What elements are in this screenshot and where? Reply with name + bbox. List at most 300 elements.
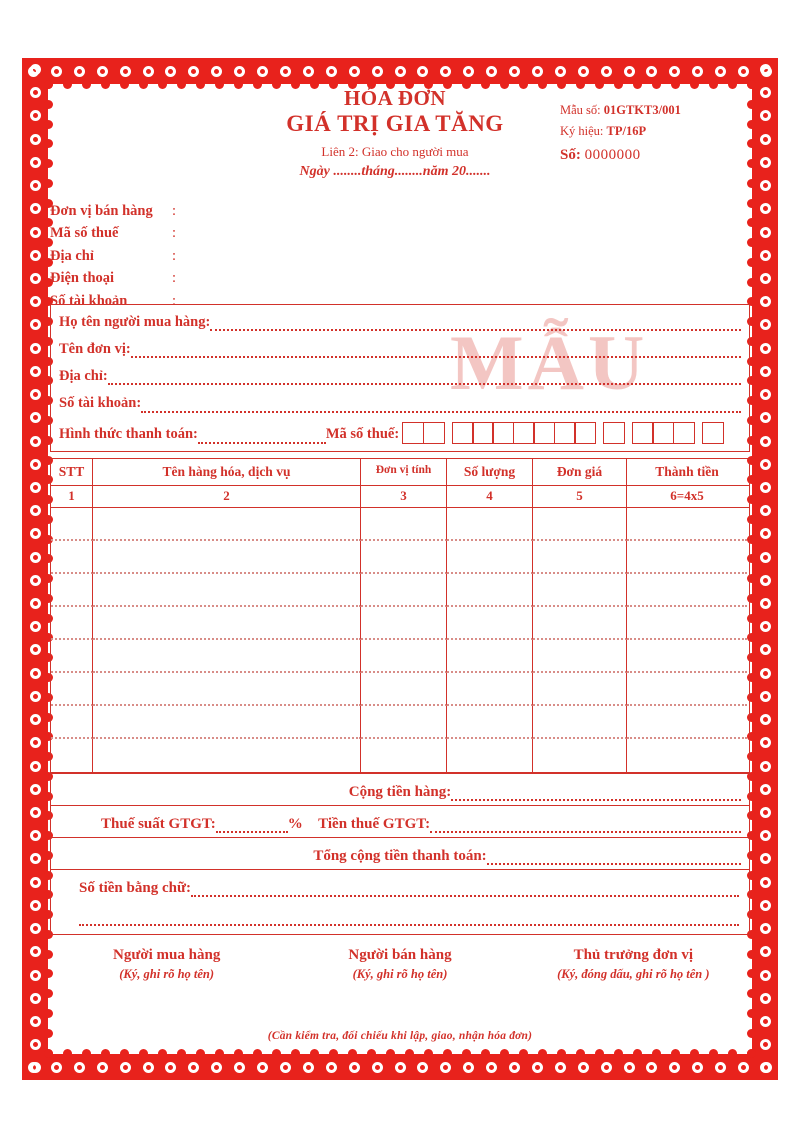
border-ring [646, 66, 657, 77]
vat-rate-suffix: % [287, 815, 303, 832]
table-cell-stt[interactable] [51, 541, 93, 574]
buyer-info-block [50, 305, 750, 452]
taxcode-cell[interactable] [673, 422, 695, 444]
table-cell-unit[interactable] [361, 541, 447, 574]
border-ring [760, 505, 771, 516]
table-cell-stt[interactable] [51, 706, 93, 739]
table-cell-description[interactable] [93, 640, 361, 673]
border-ring [760, 668, 771, 679]
border-ring [760, 761, 771, 772]
border-ring [257, 66, 268, 77]
border-ring-row-bottom [28, 1061, 772, 1073]
border-ring [30, 644, 41, 655]
signature-note: (Ký, ghi rõ họ tên) [119, 966, 215, 981]
border-ring [30, 552, 41, 563]
border-ring [303, 1062, 314, 1073]
border-ring [30, 296, 41, 307]
border-ring [30, 110, 41, 121]
border-ring [143, 1062, 154, 1073]
border-ring [30, 343, 41, 354]
border-ring [669, 66, 680, 77]
signature-block [50, 945, 283, 982]
buyer-taxcode-label: Mã số thuế: [325, 426, 400, 443]
border-ring [211, 1062, 222, 1073]
border-ring [760, 482, 771, 493]
invoice-content [50, 86, 750, 1061]
table-cell-stt[interactable] [51, 508, 93, 541]
border-ring [280, 66, 291, 77]
border-ring [372, 66, 383, 77]
signature-block [517, 945, 750, 982]
buyer-name-input[interactable] [210, 318, 741, 331]
buyer-taxcode-boxes[interactable] [402, 422, 724, 444]
buyer-company-row [59, 340, 741, 358]
payment-method-label: Hình thức thanh toán: [59, 426, 198, 443]
seller-field-colon: : [172, 270, 177, 287]
items-table-header-row [51, 458, 749, 486]
seller-field-value[interactable] [186, 245, 750, 267]
border-ring [760, 319, 771, 330]
border-ring [624, 1062, 635, 1073]
border-ring [372, 1062, 383, 1073]
signature-row [50, 945, 750, 982]
seller-field-label: Mã số thuế [50, 225, 119, 242]
taxcode-group [702, 422, 724, 444]
seller-field-colon: : [172, 203, 177, 219]
border-ring [760, 389, 771, 400]
taxcode-cell[interactable] [574, 422, 596, 444]
table-cell-unit-price[interactable] [533, 706, 627, 739]
border-ring [760, 714, 771, 725]
border-ring [760, 273, 771, 284]
border-ring [120, 1062, 131, 1073]
border-ring [760, 203, 771, 214]
border-ring [738, 66, 749, 77]
border-ring [97, 1062, 108, 1073]
border-ring [30, 180, 41, 191]
signature-note: (Ký, đóng dấu, ghi rõ họ tên ) [557, 966, 710, 981]
table-colnum-unit: 3 [361, 486, 447, 507]
border-ring [760, 598, 771, 609]
buyer-address-row [59, 367, 741, 385]
mau-watermark: MẪU [450, 319, 649, 406]
table-cell-unit[interactable] [361, 640, 447, 673]
border-ring [30, 853, 41, 864]
taxcode-cell[interactable] [652, 422, 674, 444]
seller-field-colon: : [172, 225, 177, 242]
amount-in-words-input[interactable] [191, 884, 739, 897]
border-ring [349, 1062, 360, 1073]
border-ring [188, 1062, 199, 1073]
border-ring [760, 830, 771, 841]
border-ring [578, 66, 589, 77]
border-ring [30, 203, 41, 214]
table-cell-description[interactable] [93, 673, 361, 706]
border-ring [715, 66, 726, 77]
table-cell-description[interactable] [93, 574, 361, 607]
border-ring [760, 1016, 771, 1027]
signature-title: Thủ trưởng đơn vị [573, 946, 694, 963]
buyer-account-row [59, 394, 741, 412]
table-cell-unit-price[interactable] [533, 739, 627, 772]
buyer-payment-row [59, 422, 741, 444]
border-ring [30, 528, 41, 539]
totals-block [50, 773, 750, 870]
serial-label: Ký hiệu: [560, 123, 604, 138]
border-ring [669, 1062, 680, 1073]
table-cell-amount[interactable] [627, 706, 747, 739]
amount-in-words-row [79, 880, 739, 897]
buyer-address-label: Địa chỉ: [59, 368, 108, 385]
border-ring-col-right [759, 64, 771, 1074]
subtotal-row [51, 774, 749, 806]
taxcode-cell[interactable] [632, 422, 654, 444]
seller-info-block [50, 200, 750, 309]
invoice-number-value: 0000000 [584, 147, 641, 164]
table-cell-quantity[interactable] [447, 673, 533, 706]
items-table-column-number-row [51, 486, 749, 508]
border-ring [30, 970, 41, 981]
table-cell-description[interactable] [93, 739, 361, 772]
border-ring [188, 66, 199, 77]
taxcode-cell[interactable] [603, 422, 625, 444]
border-ring [30, 459, 41, 470]
border-ring [760, 528, 771, 539]
invoice-footnote: (Cần kiểm tra, đối chiếu khi lập, giao, nhận hóa đơn) [267, 1030, 533, 1042]
subtotal-input[interactable] [451, 788, 741, 801]
border-ring [326, 1062, 337, 1073]
border-ring [30, 923, 41, 934]
signature-title: Người bán hàng [348, 946, 452, 963]
border-ring [532, 66, 543, 77]
taxcode-cell[interactable] [402, 422, 424, 444]
seller-field-value[interactable] [186, 267, 750, 289]
seller-info-row [50, 200, 750, 222]
table-cell-description[interactable] [93, 508, 361, 541]
table-row [51, 673, 749, 706]
items-table-body [51, 508, 749, 772]
border-ring [555, 66, 566, 77]
border-ring [601, 1062, 612, 1073]
border-ring [234, 1062, 245, 1073]
taxcode-cell[interactable] [492, 422, 514, 444]
border-ring [760, 691, 771, 702]
table-colnum-description: 2 [93, 486, 361, 507]
table-cell-description[interactable] [93, 706, 361, 739]
title-block [230, 86, 560, 180]
border-ring [555, 1062, 566, 1073]
buyer-address-input[interactable] [108, 372, 741, 385]
border-ring [30, 157, 41, 168]
table-header-amount: Thành tiền [655, 463, 719, 479]
table-header-stt: STT [51, 459, 93, 485]
vat-amount-label: Tiền thuế GTGT: [318, 815, 431, 832]
seller-field-colon: : [172, 247, 177, 264]
table-cell-amount[interactable] [627, 673, 747, 706]
border-ring [30, 807, 41, 818]
border-ring [738, 1062, 749, 1073]
border-ring [51, 66, 62, 77]
seller-field-colon: : [172, 292, 177, 309]
table-colnum-stt: 1 [51, 486, 93, 507]
border-ring [760, 343, 771, 354]
border-ring [30, 598, 41, 609]
border-ring [692, 1062, 703, 1073]
border-ring [30, 250, 41, 261]
border-ring [280, 1062, 291, 1073]
table-cell-unit[interactable] [361, 574, 447, 607]
table-cell-unit-price[interactable] [533, 508, 627, 541]
border-ring [51, 1062, 62, 1073]
invoice-title-line2: GIÁ TRỊ GIA TĂNG [286, 111, 504, 137]
table-cell-amount[interactable] [627, 508, 747, 541]
table-row [51, 640, 749, 673]
seller-info-row [50, 267, 750, 289]
signature-block [283, 945, 516, 982]
border-ring [760, 946, 771, 957]
table-cell-unit[interactable] [361, 508, 447, 541]
border-ring [601, 66, 612, 77]
border-ring [30, 227, 41, 238]
table-row [51, 739, 749, 772]
border-ring [440, 66, 451, 77]
taxcode-cell[interactable] [472, 422, 494, 444]
border-ring [646, 1062, 657, 1073]
border-ring [463, 1062, 474, 1073]
border-ring [30, 389, 41, 400]
border-ring [715, 1062, 726, 1073]
invoice-subtitle: Liên 2: Giao cho người mua [321, 143, 469, 159]
border-ring [760, 807, 771, 818]
taxcode-cell[interactable] [452, 422, 474, 444]
table-cell-quantity[interactable] [447, 739, 533, 772]
border-ring [417, 66, 428, 77]
border-ring [30, 505, 41, 516]
grand-total-label: Tổng cộng tiền thanh toán: [313, 847, 487, 864]
taxcode-cell[interactable] [513, 422, 535, 444]
taxcode-cell[interactable] [423, 422, 445, 444]
border-ring [509, 66, 520, 77]
seller-field-value[interactable] [186, 222, 750, 244]
border-ring [143, 66, 154, 77]
border-ring [326, 66, 337, 77]
border-ring [30, 134, 41, 145]
vat-rate-label: Thuế suất GTGT: [101, 815, 216, 832]
vat-amount-input[interactable] [430, 820, 741, 833]
border-ring [760, 853, 771, 864]
border-ring [486, 1062, 497, 1073]
border-ring [349, 66, 360, 77]
table-cell-unit-price[interactable] [533, 541, 627, 574]
table-header-unit: Đơn vị tính [361, 459, 447, 485]
grand-total-row [51, 838, 749, 869]
border-ring [760, 227, 771, 238]
table-cell-stt[interactable] [51, 574, 93, 607]
border-ring [760, 993, 771, 1004]
table-cell-amount[interactable] [627, 607, 747, 640]
table-cell-amount[interactable] [627, 541, 747, 574]
border-ring [30, 1039, 41, 1050]
border-ring [692, 66, 703, 77]
border-ring [165, 1062, 176, 1073]
table-cell-unit-price[interactable] [533, 607, 627, 640]
border-ring [30, 737, 41, 748]
taxcode-group [402, 422, 444, 444]
border-ring [30, 761, 41, 772]
border-ring [760, 134, 771, 145]
table-cell-quantity[interactable] [447, 640, 533, 673]
form-number-value: 01GTKT3/001 [603, 103, 681, 117]
vat-rate-input[interactable] [216, 820, 288, 833]
border-ring [760, 737, 771, 748]
border-ring [30, 714, 41, 725]
border-ring [30, 87, 41, 98]
table-cell-quantity[interactable] [447, 541, 533, 574]
table-header-quantity: Số lượng [447, 459, 533, 485]
buyer-company-label: Tên đơn vị: [59, 341, 131, 358]
signature-title: Người mua hàng [112, 946, 221, 963]
table-cell-quantity[interactable] [447, 574, 533, 607]
border-ring [30, 784, 41, 795]
border-ring [760, 784, 771, 795]
table-cell-unit-price[interactable] [533, 574, 627, 607]
border-ring [257, 1062, 268, 1073]
table-cell-quantity[interactable] [447, 508, 533, 541]
border-ring [440, 1062, 451, 1073]
invoice-title-line1: HÓA ĐƠN [343, 86, 447, 110]
border-ring [760, 366, 771, 377]
invoice-number-label: Số: [560, 147, 581, 164]
border-ring [486, 66, 497, 77]
table-cell-unit[interactable] [361, 706, 447, 739]
signature-note: (Ký, ghi rõ họ tên) [352, 966, 448, 981]
border-ring [97, 66, 108, 77]
border-ring [532, 1062, 543, 1073]
table-cell-unit[interactable] [361, 739, 447, 772]
payment-method-input[interactable] [198, 431, 326, 444]
table-cell-stt[interactable] [51, 673, 93, 706]
border-ring [30, 64, 41, 75]
serial-row [560, 121, 750, 142]
table-colnum-unit-price: 5 [533, 486, 627, 507]
grand-total-input[interactable] [487, 852, 741, 865]
table-cell-stt[interactable] [51, 607, 93, 640]
border-ring [760, 110, 771, 121]
border-ring [30, 621, 41, 632]
border-ring [30, 319, 41, 330]
border-ring [760, 970, 771, 981]
border-ring [760, 575, 771, 586]
border-ring-col-left [29, 64, 41, 1074]
buyer-company-input[interactable] [131, 345, 741, 358]
taxcode-cell[interactable] [554, 422, 576, 444]
border-ring [30, 830, 41, 841]
table-cell-unit-price[interactable] [533, 673, 627, 706]
border-ring [30, 877, 41, 888]
table-cell-unit[interactable] [361, 607, 447, 640]
buyer-name-row [59, 313, 741, 331]
seller-field-label: Đơn vị bán hàng [50, 203, 153, 219]
table-header-description: Tên hàng hóa, dịch vụ [93, 459, 361, 485]
border-ring [234, 66, 245, 77]
border-ring [30, 412, 41, 423]
border-ring [30, 575, 41, 586]
table-cell-unit-price[interactable] [533, 640, 627, 673]
seller-field-label: Địa chỉ [50, 247, 94, 264]
table-cell-unit[interactable] [361, 673, 447, 706]
border-ring [578, 1062, 589, 1073]
items-table [50, 458, 750, 773]
border-ring [30, 436, 41, 447]
amount-in-words-label: Số tiền bằng chữ: [79, 879, 191, 896]
table-cell-quantity[interactable] [447, 607, 533, 640]
subtotal-label: Cộng tiền hàng: [348, 783, 452, 800]
border-ring [760, 1039, 771, 1050]
border-ring [417, 1062, 428, 1073]
amount-in-words-block [50, 870, 750, 935]
seller-field-value[interactable] [186, 200, 750, 222]
border-ring-row-top [28, 65, 772, 77]
border-ring [760, 87, 771, 98]
table-cell-stt[interactable] [51, 640, 93, 673]
taxcode-group [632, 422, 695, 444]
table-cell-amount[interactable] [627, 739, 747, 772]
border-ring [120, 66, 131, 77]
border-ring [760, 180, 771, 191]
border-ring [30, 1016, 41, 1027]
invoice-meta-block [560, 100, 750, 168]
border-ring [30, 1062, 41, 1073]
table-row [51, 607, 749, 640]
amount-in-words-input-line2[interactable] [79, 913, 739, 926]
taxcode-cell[interactable] [533, 422, 555, 444]
border-ring [463, 66, 474, 77]
border-ring [30, 668, 41, 679]
seller-info-row [50, 222, 750, 244]
invoice-number-row [560, 143, 750, 168]
border-ring [760, 1062, 771, 1073]
buyer-account-input[interactable] [141, 400, 741, 413]
table-row [51, 574, 749, 607]
serial-value: TP/16P [606, 123, 647, 138]
seller-info-row [50, 245, 750, 267]
vat-row [51, 806, 749, 838]
border-ring [624, 66, 635, 77]
border-ring [74, 66, 85, 77]
buyer-name-label: Họ tên người mua hàng: [59, 314, 211, 330]
border-ring [211, 66, 222, 77]
form-number-row [560, 100, 750, 121]
table-cell-description[interactable] [93, 607, 361, 640]
seller-field-label: Số tài khoản [50, 292, 128, 309]
table-cell-quantity[interactable] [447, 706, 533, 739]
table-cell-stt[interactable] [51, 739, 93, 772]
border-ring [760, 621, 771, 632]
buyer-account-label: Số tài khoản: [59, 395, 142, 412]
border-ring [760, 250, 771, 261]
border-ring [760, 296, 771, 307]
border-ring [395, 66, 406, 77]
table-cell-description[interactable] [93, 541, 361, 574]
table-header-unit-price: Đơn giá [533, 459, 627, 485]
border-ring [760, 412, 771, 423]
border-ring [30, 900, 41, 911]
table-cell-amount[interactable] [627, 640, 747, 673]
taxcode-cell[interactable] [702, 422, 724, 444]
table-cell-amount[interactable] [627, 574, 747, 607]
border-ring [30, 993, 41, 1004]
border-ring [760, 900, 771, 911]
